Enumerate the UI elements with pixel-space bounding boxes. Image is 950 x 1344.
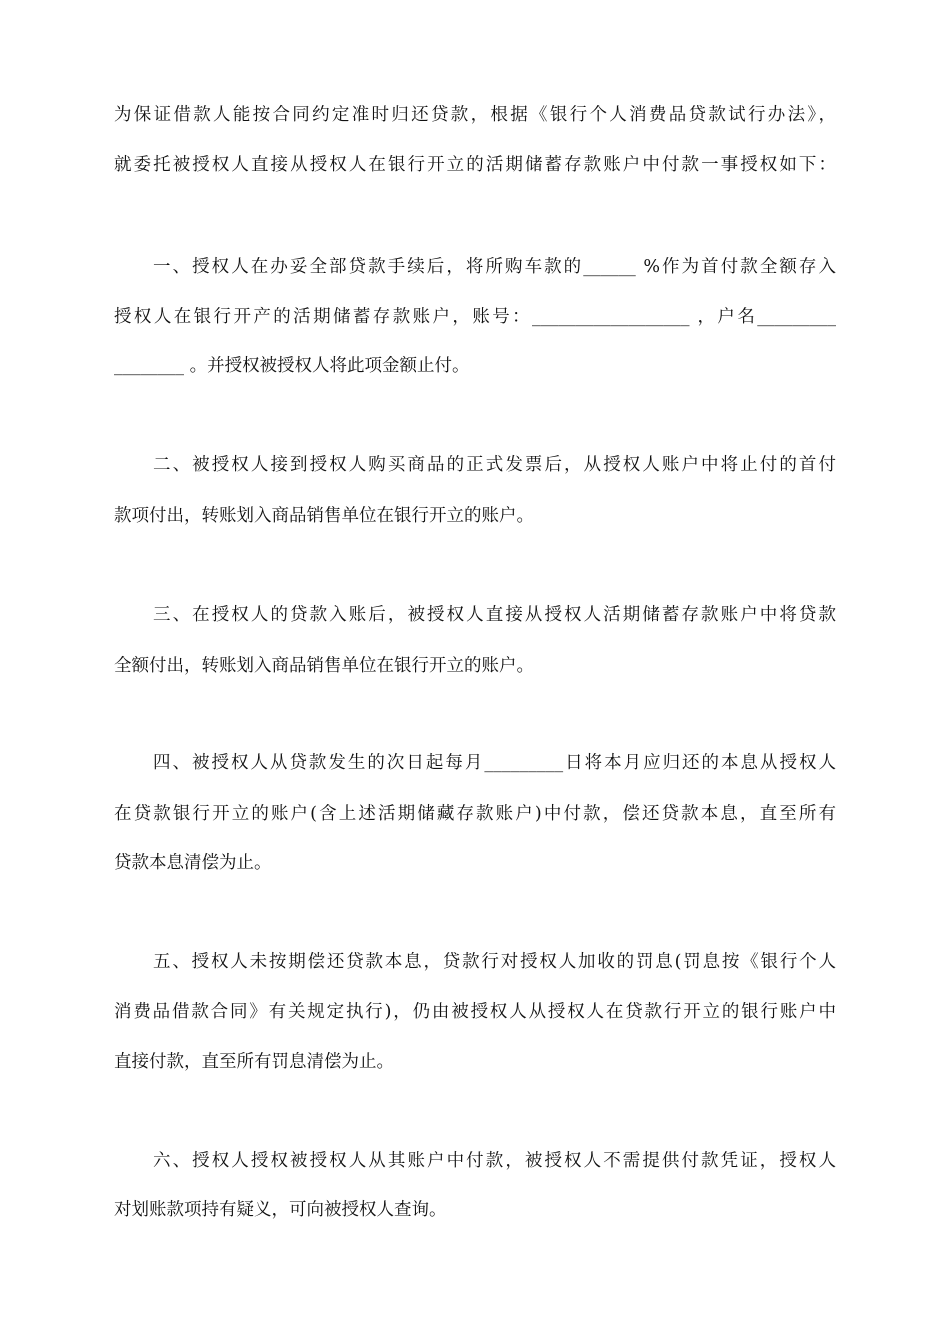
clause-3-line-2: 全额付出，转账划入商品销售单位在银行开立的账户。 [114,656,534,676]
clause-1-line-3: ________ 。并授权被授权人将此项金额止付。 [114,356,470,376]
clause-2-line-2: 款项付出，转账划入商品销售单位在银行开立的账户。 [114,506,534,526]
clause-4-line-3: 贷款本息清偿为止。 [114,853,272,873]
clause-1-line-2: 授权人在银行开产的活期储蓄存款账户，账号：__________________ ，户名_________ [114,307,836,327]
intro-line-1: 为保证借款人能按合同约定准时归还贷款，根据《银行个人消费品贷款试行办法》， [114,105,836,125]
clause-5-line-1: 五、授权人未按期偿还贷款本息，贷款行对授权人加收的罚息(罚息按《银行个人 [153,952,836,972]
clause-2-line-1: 二、被授权人接到授权人购买商品的正式发票后，从授权人账户中将止付的首付 [153,455,836,475]
clause-6-line-2: 对划账款项持有疑义，可向被授权人查询。 [114,1200,447,1220]
clause-5-line-2: 消费品借款合同》有关规定执行)，仍由被授权人从授权人在贷款行开立的银行账户中 [114,1002,836,1022]
intro-line-2: 就委托被授权人直接从授权人在银行开立的活期储蓄存款账户中付款一事授权如下： [114,155,836,175]
clause-6-line-1: 六、授权人授权被授权人从其账户中付款，被授权人不需提供付款凭证，授权人 [153,1151,836,1171]
clause-4-line-1: 四、被授权人从贷款发生的次日起每月_________日将本月应归还的本息从授权人 [153,753,836,773]
clause-3-line-1: 三、在授权人的贷款入账后，被授权人直接从授权人活期储蓄存款账户中将贷款 [153,605,836,625]
clause-4-line-2: 在贷款银行开立的账户(含上述活期储藏存款账户)中付款，偿还贷款本息，直至所有 [114,804,836,824]
clause-5-line-3: 直接付款，直至所有罚息清偿为止。 [114,1052,394,1072]
clause-1-line-1: 一、授权人在办妥全部贷款手续后，将所购车款的______ %作为首付款全额存入 [153,257,836,277]
